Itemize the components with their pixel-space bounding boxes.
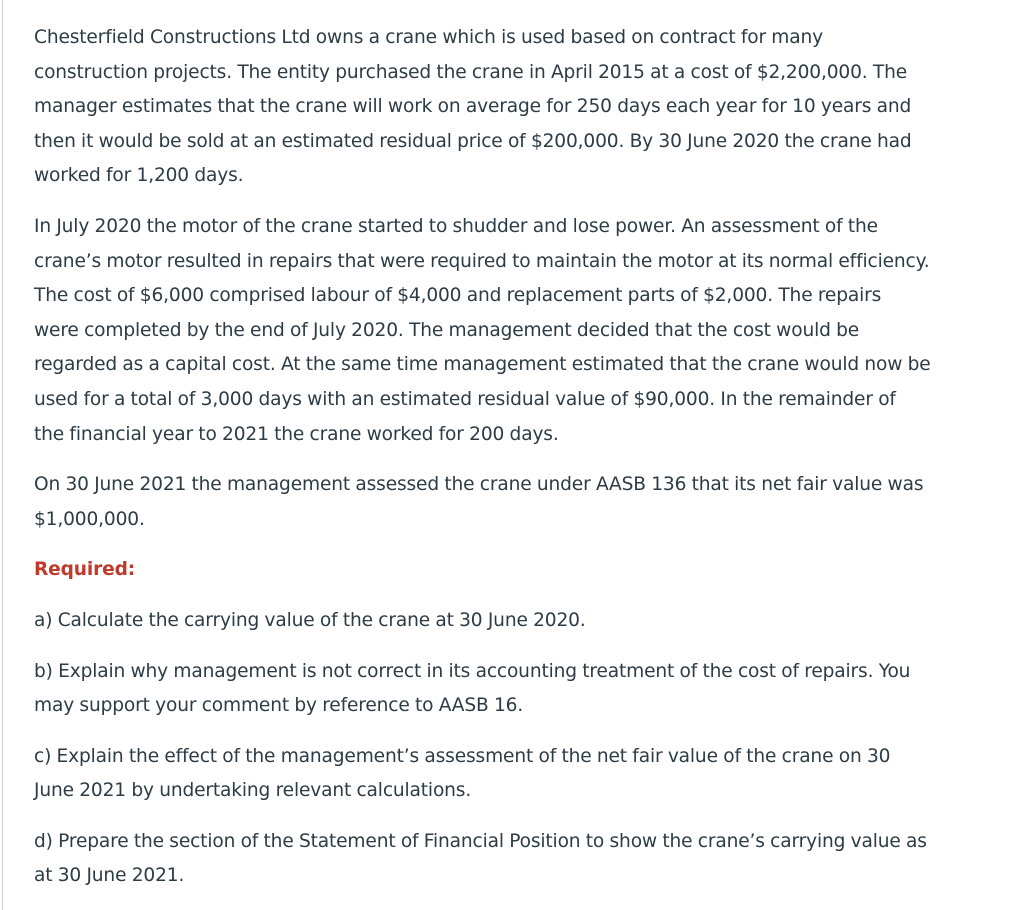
text-line: On 30 June 2021 the management assessed the crane under AASB 136 that its net fair value was [34,474,924,496]
text-line: d) Prepare the section of the Statement of Financial Position to show the crane’s carrying value as [34,830,927,852]
paragraph-net-fair-value [34,468,1022,537]
text-line: were completed by the end of July 2020. The management decided that the cost would be [34,319,860,341]
text-line: may support your comment by reference to AASB 16. [34,695,524,717]
text-line: construction projects. The entity purchased the crane in April 2015 at a cost of $2,200,000. The [34,61,908,83]
text-line: The cost of $6,000 comprised labour of $4,000 and replacement parts of $2,000. The repairs [34,285,882,307]
question-content [34,21,1022,910]
text-line: used for a total of 3,000 days with an estimated residual value of $90,000. In the remainder of [34,388,896,410]
paragraph-motor-repairs [34,210,1022,452]
question-a [34,604,1022,639]
text-line: June 2021 by undertaking relevant calculations. [34,780,472,802]
text-line: b) Explain why management is not correct in its accounting treatment of the cost of repairs. You [34,660,911,682]
text-line: In July 2020 the motor of the crane started to shudder and lose power. An assessment of the [34,215,878,237]
question-c [34,740,1022,809]
text-line: then it would be sold at an estimated residual price of $200,000. By 30 June 2020 the crane had [34,130,912,152]
text-line: regarded as a capital cost. At the same time management estimated that the crane would now be [34,354,931,376]
text-line: Chesterfield Constructions Ltd owns a crane which is used based on contract for many [34,27,823,48]
required-heading [34,553,1022,588]
left-border-rule [2,0,3,910]
text-line: at 30 June 2021. [34,865,185,887]
question-d [34,825,1022,894]
text-line: $1,000,000. [34,508,145,530]
required-heading-text: Required: [34,559,136,581]
text-line: crane’s motor resulted in repairs that were required to maintain the motor at its normal efficiency. [34,250,930,272]
text-line: worked for 1,200 days. [34,165,244,187]
text-line: a) Calculate the carrying value of the crane at 30 June 2020. [34,609,586,631]
text-line: manager estimates that the crane will work on average for 250 days each year for 10 years and [34,96,912,118]
paragraph-crane-purchase [34,21,1022,194]
text-line: the financial year to 2021 the crane worked for 200 days. [34,423,559,445]
text-line: c) Explain the effect of the management’s assessment of the net fair value of the crane on 30 [34,745,891,767]
question-b [34,655,1022,724]
